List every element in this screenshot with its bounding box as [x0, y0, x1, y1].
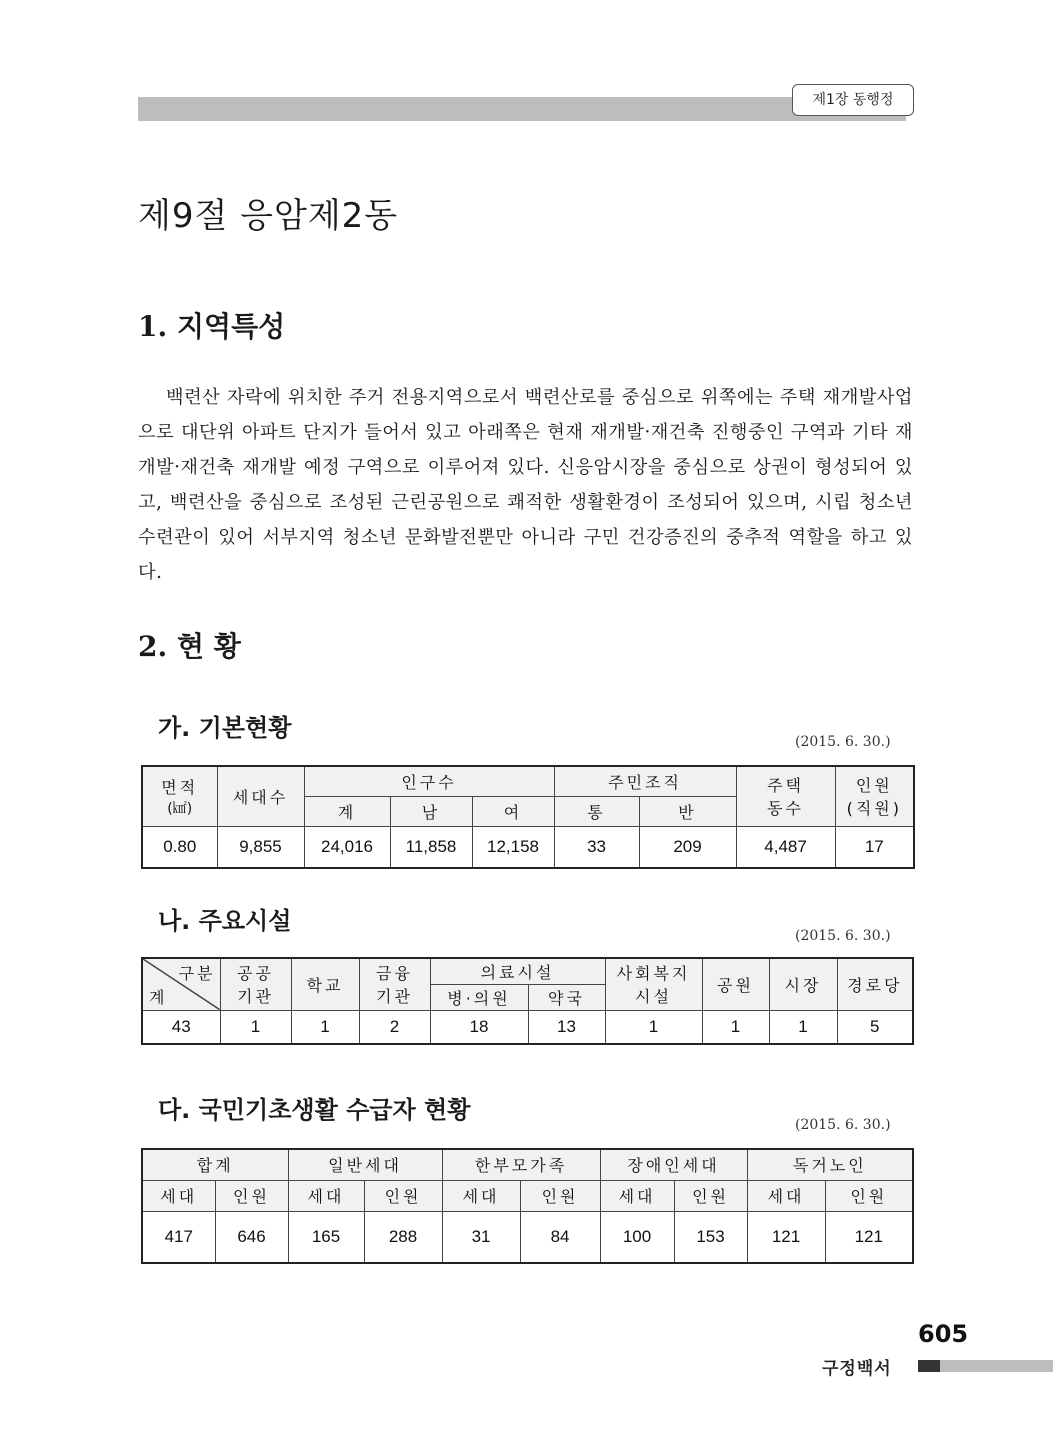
header-resident-org: 주민조직: [554, 766, 736, 796]
header-staff: 인원 (직원): [835, 766, 914, 826]
table-cell: 13: [528, 1010, 605, 1044]
table-cell: 5: [837, 1010, 913, 1044]
table-cell: 288: [364, 1211, 442, 1263]
header-persons: 인원: [364, 1180, 442, 1211]
header-welfare: 사회복지 시설: [605, 958, 702, 1010]
header-housing: 주택 동수: [736, 766, 835, 826]
table-cell: 4,487: [736, 826, 835, 868]
basic-status-table: [141, 765, 915, 869]
header-group-single-parent: 한부모가족: [442, 1149, 600, 1180]
header-households: 세대: [600, 1180, 674, 1211]
table-cell: 417: [142, 1211, 215, 1263]
header-group-general: 일반세대: [288, 1149, 442, 1180]
page-number: 605: [918, 1320, 969, 1348]
facilities-table: [141, 957, 914, 1045]
table-row: [142, 826, 914, 868]
facilities-date: (2015. 6. 30.): [795, 928, 891, 944]
header-hospital: 병·의원: [430, 984, 528, 1010]
heading-status: 2. 현 황: [138, 630, 241, 663]
footer-bar-dark: [918, 1360, 940, 1372]
header-public: 공공 기관: [220, 958, 291, 1010]
table-cell: 12,158: [472, 826, 554, 868]
header-pop-male: 남: [390, 796, 472, 826]
header-finance: 금융 기관: [359, 958, 430, 1010]
header-category-total: 구분 계: [142, 958, 220, 1010]
header-park: 공원: [702, 958, 769, 1010]
table-cell: 18: [430, 1010, 528, 1044]
header-group-elderly-alone: 독거노인: [747, 1149, 913, 1180]
table-cell: 1: [702, 1010, 769, 1044]
header-households: 세대수: [217, 766, 304, 826]
table-cell: 84: [520, 1211, 600, 1263]
header-senior: 경로당: [837, 958, 913, 1010]
table-cell: 9,855: [217, 826, 304, 868]
chapter-tag: 제1장 동행정: [792, 84, 914, 116]
header-group-total: 합계: [142, 1149, 288, 1180]
table-cell: 165: [288, 1211, 364, 1263]
header-medical: 의료시설: [430, 958, 605, 984]
recipients-date: (2015. 6. 30.): [795, 1117, 891, 1133]
section-title: 제9절 응암제2동: [138, 196, 399, 236]
table-cell: 121: [825, 1211, 913, 1263]
heading-region-characteristics: 1. 지역특성: [138, 310, 286, 343]
table-cell: 24,016: [304, 826, 390, 868]
book-title: 구정백서: [822, 1359, 892, 1379]
header-persons: 인원: [674, 1180, 747, 1211]
region-description: 백련산 자락에 위치한 주거 전용지역으로서 백련산로를 중심으로 위쪽에는 주택 재개발사업으로 대단위 아파트 단지가 들어서 있고 아래쪽은 현재 재개발·재건축 진행중인 구역과 기타 재개발·재건축 재개발 예정 구역으로 이루어져 있다. 신응암시장을 중심으로 상권이 형성되어 있고, 백련산을 중심으로 조성된 근린공원으로 쾌적한 생활환경이 조성되어 있으며, 시립 청소년수련관이 있어 서부지역 청소년 문화발전뿐만 아니라 구민 건강증진의 중추적 역할을 하고 있다.: [138, 387, 913, 583]
header-bar: [138, 97, 906, 121]
table-cell: 11,858: [390, 826, 472, 868]
table-cell: 1: [291, 1010, 359, 1044]
table-cell: 100: [600, 1211, 674, 1263]
heading-basic-status: 가. 기본현황: [158, 714, 292, 742]
table-cell: 121: [747, 1211, 825, 1263]
header-households: 세대: [288, 1180, 364, 1211]
heading-major-facilities: 나. 주요시설: [158, 907, 292, 935]
table-cell: 33: [554, 826, 639, 868]
table-cell: 31: [442, 1211, 520, 1263]
table-cell: 0.80: [142, 826, 217, 868]
table-cell: 209: [639, 826, 736, 868]
header-persons: 인원: [825, 1180, 913, 1211]
table-cell: 17: [835, 826, 914, 868]
header-ban: 반: [639, 796, 736, 826]
header-persons: 인원: [215, 1180, 288, 1211]
table-row: [142, 1010, 913, 1044]
header-pharmacy: 약국: [528, 984, 605, 1010]
table-cell: 1: [605, 1010, 702, 1044]
basic-date: (2015. 6. 30.): [795, 734, 891, 750]
header-tong: 통: [554, 796, 639, 826]
header-pop-total: 계: [304, 796, 390, 826]
header-pop-female: 여: [472, 796, 554, 826]
table-cell: 153: [674, 1211, 747, 1263]
table-cell: 646: [215, 1211, 288, 1263]
heading-basic-livelihood-recipients: 다. 국민기초생활 수급자 현황: [158, 1096, 471, 1124]
table-cell: 2: [359, 1010, 430, 1044]
header-households: 세대: [747, 1180, 825, 1211]
header-persons: 인원: [520, 1180, 600, 1211]
header-group-disabled: 장애인세대: [600, 1149, 747, 1180]
table-cell: 43: [142, 1010, 220, 1044]
header-area: 면적 (㎢): [142, 766, 217, 826]
footer-bar-light: [940, 1360, 1053, 1372]
header-households: 세대: [442, 1180, 520, 1211]
table-row: [142, 1211, 913, 1263]
header-market: 시장: [769, 958, 837, 1010]
header-school: 학교: [291, 958, 359, 1010]
table-cell: 1: [769, 1010, 837, 1044]
header-households: 세대: [142, 1180, 215, 1211]
recipients-table: [141, 1148, 914, 1264]
table-cell: 1: [220, 1010, 291, 1044]
header-population: 인구수: [304, 766, 554, 796]
